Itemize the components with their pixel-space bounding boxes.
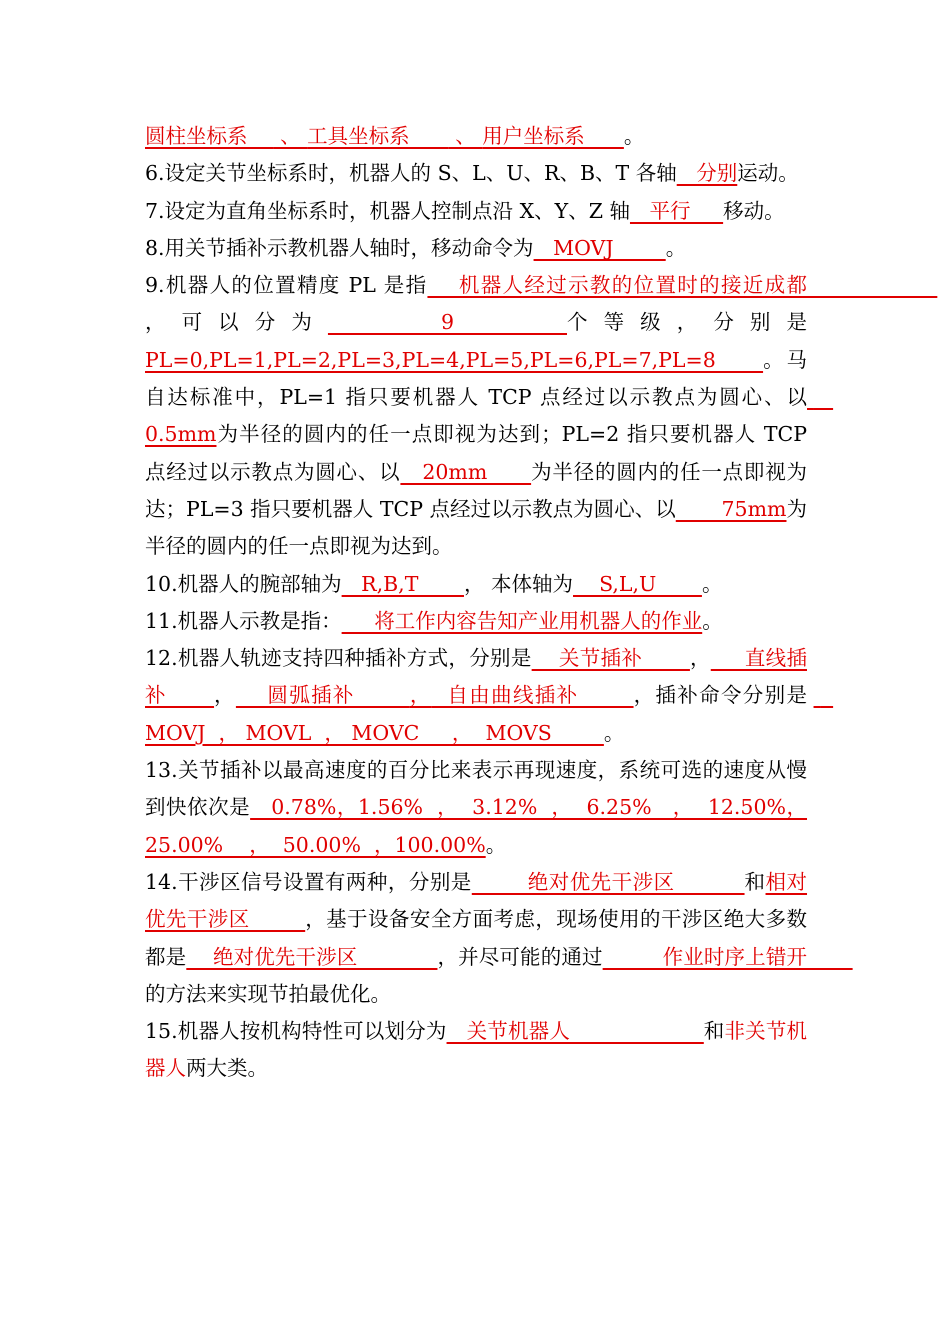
- text: 。: [603, 720, 625, 745]
- text: ，: [689, 646, 711, 671]
- text: 为半径的圆内的任一点即视为达到。: [145, 496, 808, 559]
- answer-text: 非关节机器人: [145, 1019, 808, 1081]
- text: 运动。: [737, 161, 799, 186]
- question-6: [145, 155, 807, 192]
- answer-blank: 自由曲线插补: [431, 683, 634, 708]
- text: 。: [485, 832, 507, 857]
- text: ，: [214, 683, 236, 708]
- text: 9.机器人的位置精度 PL 是指: [145, 273, 428, 298]
- text: 和: [703, 1019, 725, 1044]
- answer-blank: 关节插补: [531, 646, 690, 671]
- answer-blank: PL=0,PL=1,PL=2,PL=3,PL=4,PL=5,PL=6,PL=7,PL=8: [145, 347, 764, 372]
- answer-blank: 圆柱坐标系: [145, 124, 274, 148]
- question-10: [145, 566, 807, 603]
- answer-blank: 将工作内容告知产业用机器人的作业: [341, 608, 703, 633]
- text: ，基于设备安全方面考虑，现场使用的干涉区绝大多数都是: [145, 907, 807, 969]
- text: 为半径的圆内的任一点即视为达；PL=3 指只要机器人 TCP 点经过以示教点为圆心、以: [145, 459, 808, 521]
- answer-separator: ，: [409, 683, 432, 708]
- answer-blank: 直线插补: [145, 646, 807, 708]
- answer-blank: 用户坐标系: [482, 124, 624, 148]
- answer-blank: 绝对优先干涉区: [186, 944, 438, 969]
- answer-separator: 、: [273, 124, 308, 148]
- answer-blank: MOVJ ， MOVL ， MOVC ， MOVS: [145, 683, 834, 745]
- text: 为半径的圆内的任一点即视为达到；PL=2 指只要机器人 TCP 点经过以示教点为圆心、以: [145, 422, 807, 484]
- question-14: [145, 864, 853, 1013]
- text: 的方法来实现节拍最优化。: [145, 981, 391, 1006]
- answer-blank: 20mm: [400, 459, 532, 484]
- question-9: [145, 267, 938, 565]
- text: 。: [701, 571, 723, 596]
- question-15: [145, 1013, 807, 1088]
- text: ，可以分为: [145, 310, 328, 335]
- answer-blank: 绝对优先干涉区: [471, 869, 745, 894]
- text: 7.设定为直角坐标系时，机器人控制点沿 X、Y、Z 轴: [145, 198, 630, 223]
- question-13: [145, 752, 807, 864]
- answer-blank: 作业时序上错开: [602, 944, 853, 969]
- answer-blank: 机器人经过示教的位置时的接近成都: [427, 273, 938, 298]
- text: 8.用关节插补示教机器人轴时，移动命令为: [145, 235, 534, 260]
- text: 15.机器人按机构特性可以划分为: [145, 1019, 447, 1044]
- text: ，插补命令分别是: [633, 683, 814, 708]
- text: 10.机器人的腕部轴为: [145, 571, 342, 596]
- answer-blank: 分别: [676, 161, 738, 186]
- answer-blank: MOVJ: [533, 235, 666, 260]
- answer-blank: 0.5mm: [145, 385, 834, 447]
- text: 个等级，分别是: [567, 310, 808, 335]
- question-11: [145, 603, 807, 640]
- answer-blank: 75mm: [675, 496, 787, 521]
- answer-blank: 工具坐标系: [307, 124, 449, 148]
- answer-blank: S,L,U: [573, 571, 702, 596]
- text: ， 本体轴为: [463, 571, 574, 596]
- answer-blank: 9: [327, 310, 567, 335]
- question-8: [145, 230, 807, 267]
- answer-blank: R,B,T: [341, 571, 464, 596]
- document-body: [145, 118, 938, 1088]
- text: 。: [665, 235, 687, 260]
- text: 11.机器人示教是指：: [145, 608, 342, 633]
- text: 12.机器人轨迹支持四种插补方式，分别是: [145, 646, 532, 671]
- text: 14.干涉区信号设置有两种，分别是: [145, 869, 472, 894]
- text: 和: [744, 869, 766, 894]
- answer-blank: 0.78%，1.56% ， 3.12% ， 6.25% ， 12.50%，25.00% ， 50.00% ，100.00%: [145, 795, 808, 857]
- text: 。: [623, 124, 645, 148]
- answer-blank: 相对优先干涉区: [145, 869, 808, 932]
- text: 6.设定关节坐标系时，机器人的 S、L、U、R、B、T 各轴: [145, 161, 677, 186]
- paragraph-coordinate-systems: [145, 118, 807, 155]
- answer-blank: 关节机器人: [446, 1019, 704, 1044]
- text: 13.关节插补以最高速度的百分比来表示再现速度，系统可选的速度从慢到快依次是: [145, 758, 807, 820]
- text: 。: [702, 608, 723, 633]
- text: 移动。: [723, 198, 785, 223]
- text: ，并尽可能的通过: [437, 944, 603, 969]
- answer-blank: 圆弧插补: [235, 683, 410, 708]
- question-12: [145, 640, 834, 752]
- text: 两大类。: [186, 1056, 268, 1081]
- question-7: [145, 193, 807, 230]
- text: 。马自达标准中，PL=1 指只要机器人 TCP 点经过以示教点为圆心、以: [145, 347, 808, 410]
- answer-separator: 、: [448, 124, 483, 148]
- answer-blank: 平行: [629, 198, 724, 223]
